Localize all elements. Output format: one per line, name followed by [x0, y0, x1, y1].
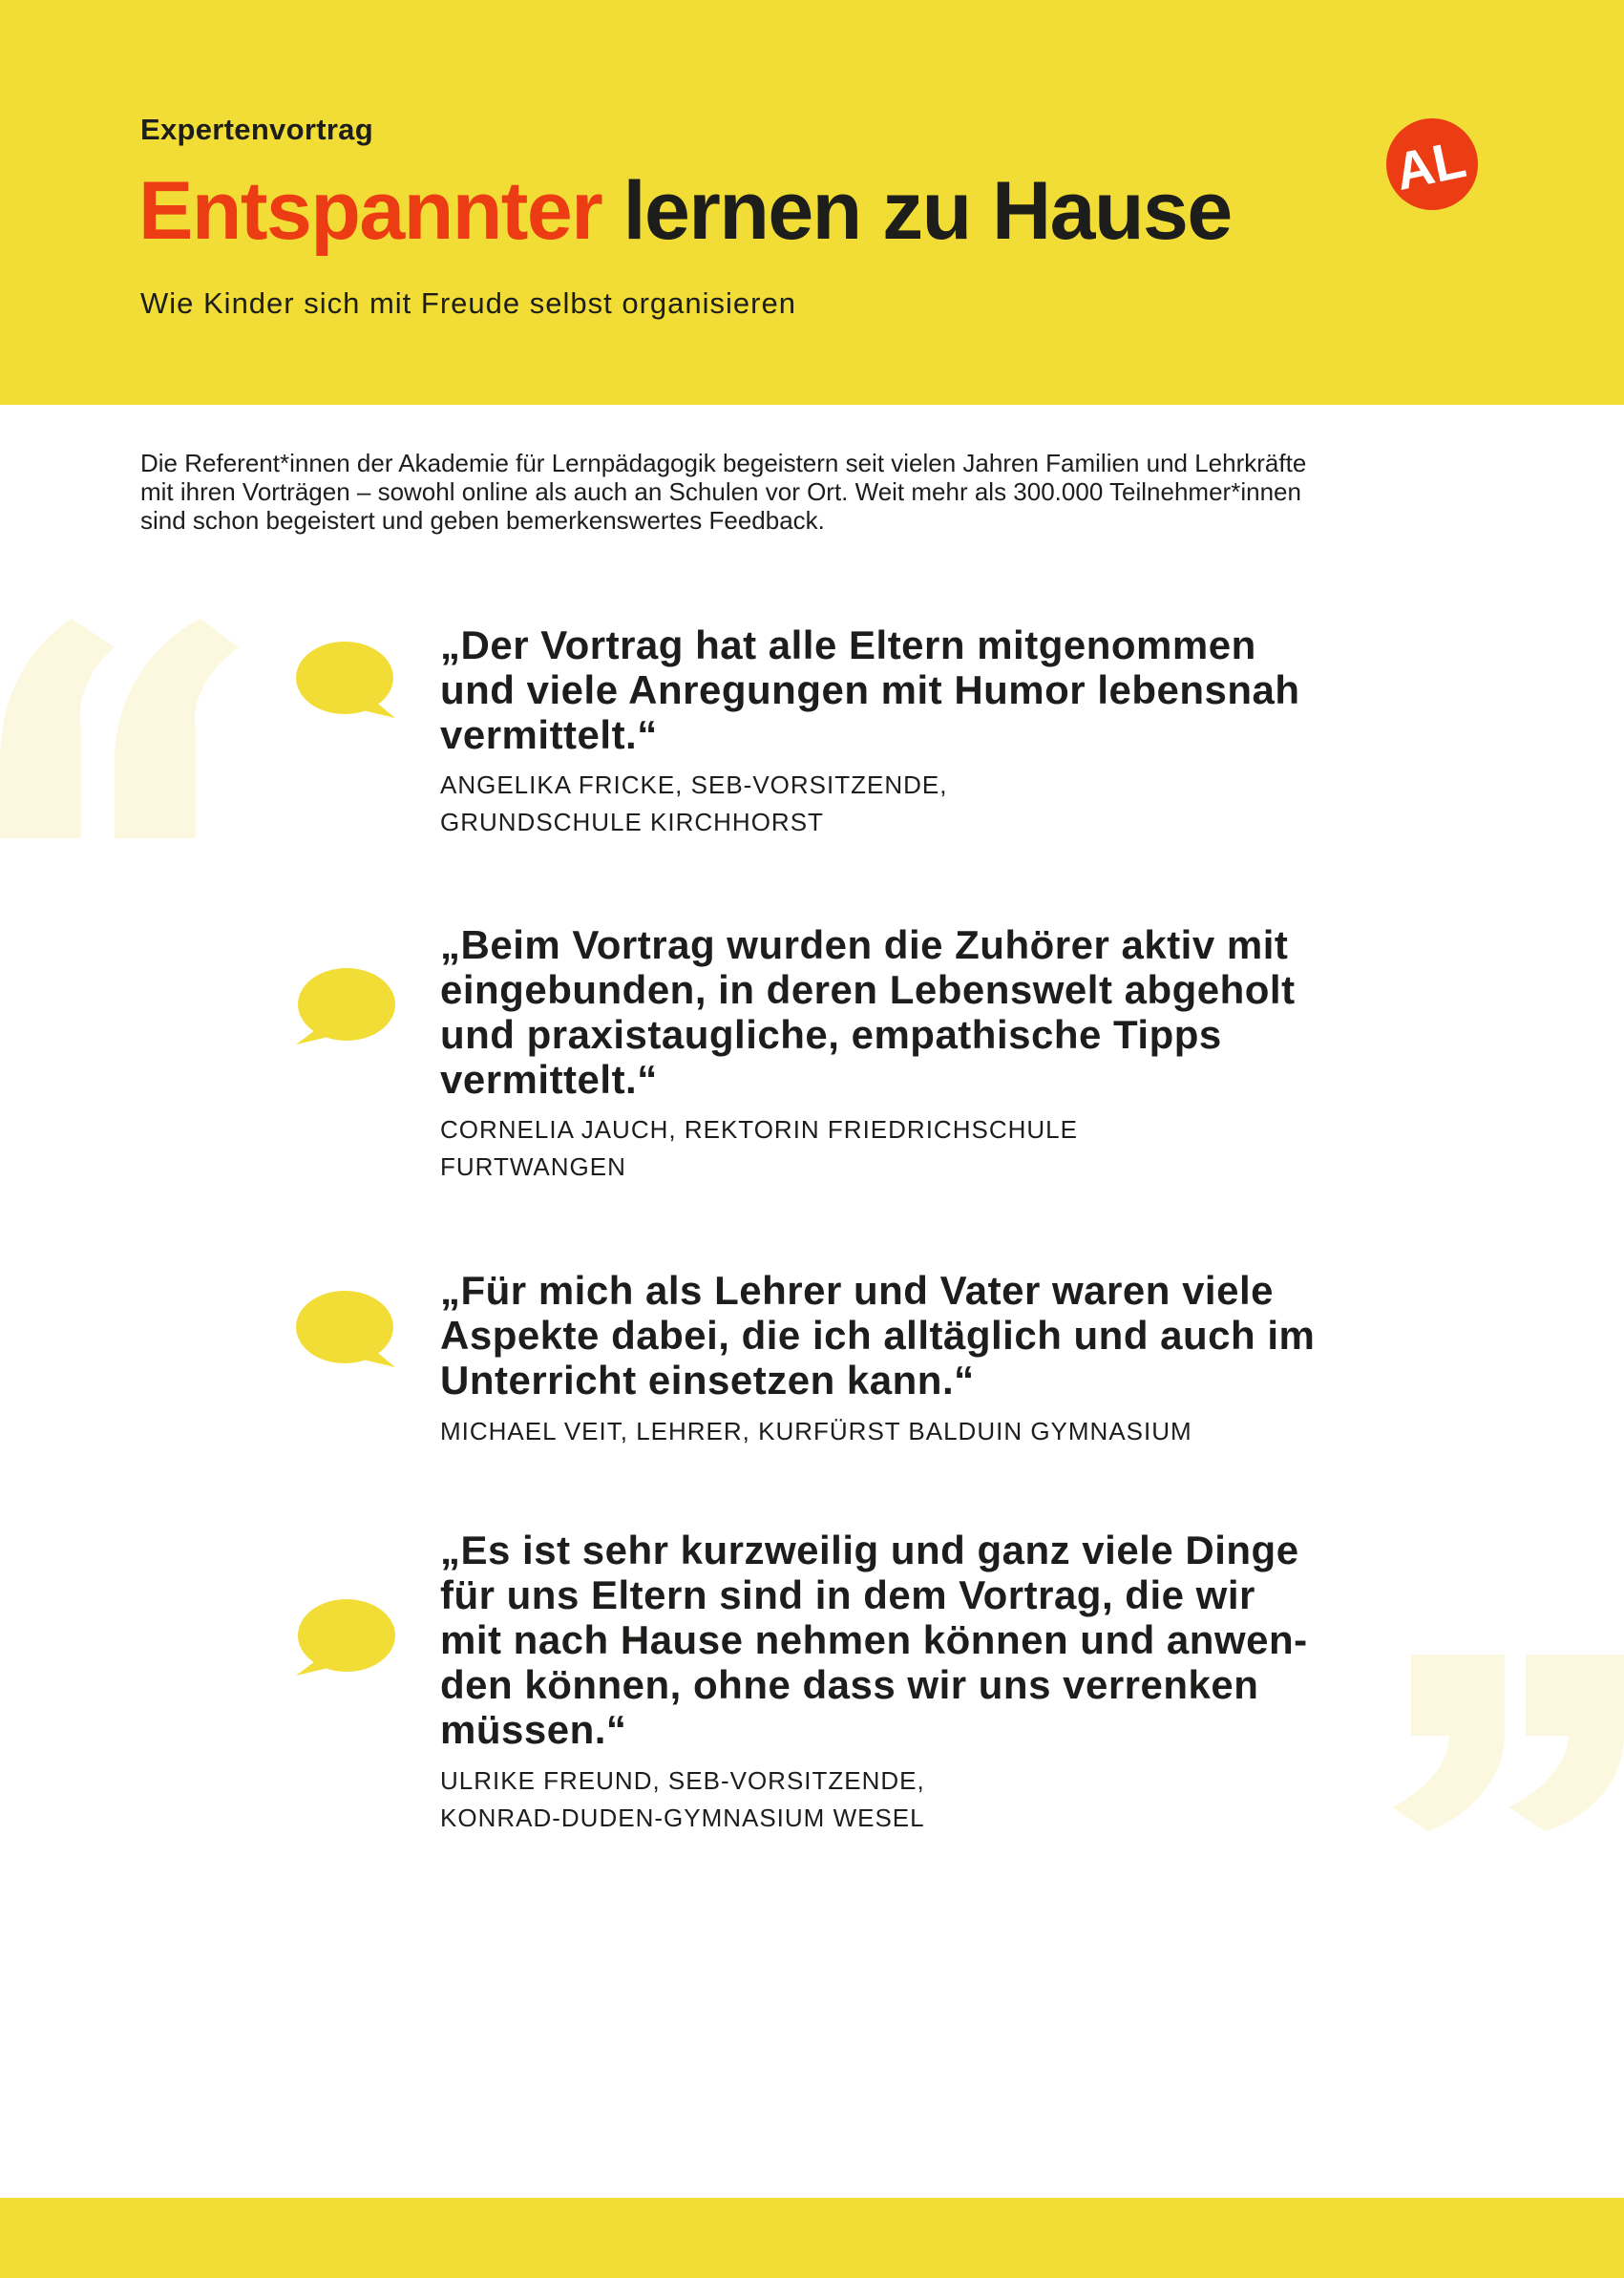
intro-paragraph	[140, 449, 1487, 535]
speech-bubble-icon	[296, 642, 395, 722]
testimonial-attribution	[440, 1762, 1299, 1837]
intro-line: sind schon begeistert und geben bemerkenswertes Feedback.	[140, 506, 825, 535]
intro-line: Die Referent*innen der Akademie für Lernpädagogik begeistern seit vielen Jahren Familien und Lehrkräfte	[140, 449, 1307, 477]
quote-line: „Der Vortrag hat alle Eltern mitgenommen	[440, 622, 1256, 667]
attribution-line: FURTWANGEN	[440, 1152, 626, 1181]
page-title	[138, 158, 1232, 264]
quote-line: vermittelt.“	[440, 1057, 658, 1102]
quote-line: „Es ist sehr kurzweilig und ganz viele Dinge	[440, 1528, 1299, 1572]
attribution-line: KONRAD-DUDEN-GYMNASIUM WESEL	[440, 1803, 925, 1832]
speech-bubble-icon	[296, 1291, 395, 1371]
quote-line: „Für mich als Lehrer und Vater waren viele	[440, 1268, 1274, 1313]
quote-line: für uns Eltern sind in dem Vortrag, die wir	[440, 1572, 1255, 1617]
quote-line: vermittelt.“	[440, 712, 658, 757]
testimonial-quote	[440, 1268, 1404, 1403]
quote-line: und praxistaugliche, empathische Tipps	[440, 1012, 1222, 1057]
quote-line: „Beim Vortrag wurden die Zuhörer aktiv mit	[440, 922, 1289, 967]
testimonial-attribution	[440, 1413, 1299, 1450]
quote-line: den können, ohne dass wir uns verrenken	[440, 1662, 1259, 1707]
quote-line: und viele Anregungen mit Humor lebensnah	[440, 667, 1300, 712]
attribution-line: ANGELIKA FRICKE, SEB-VORSITZENDE,	[440, 770, 948, 799]
eyebrow-label: Expertenvortrag	[140, 113, 373, 146]
closing-quote-mark-icon	[1392, 1655, 1624, 1831]
title-rest: lernen zu Hause	[601, 165, 1232, 257]
testimonial-attribution	[440, 1111, 1299, 1186]
opening-quote-mark-icon	[0, 619, 239, 838]
attribution-line: CORNELIA JAUCH, REKTORIN FRIEDRICHSCHULE	[440, 1115, 1078, 1144]
brand-logo-icon	[1385, 117, 1479, 211]
page-subtitle: Wie Kinder sich mit Freude selbst organisieren	[140, 286, 796, 320]
testimonial-quote	[440, 622, 1404, 757]
quote-line: mit nach Hause nehmen können und anwen-	[440, 1617, 1308, 1662]
title-accent: Entspannter	[138, 165, 602, 257]
quote-line: eingebunden, in deren Lebenswelt abgeholt	[440, 967, 1296, 1012]
speech-bubble-icon	[296, 968, 395, 1048]
intro-line: mit ihren Vorträgen – sowohl online als auch an Schulen vor Ort. Weit mehr als 300.000 Teilnehmer*innen	[140, 477, 1301, 506]
attribution-line: GRUNDSCHULE KIRCHHORST	[440, 808, 824, 836]
quote-line: Unterricht einsetzen kann.“	[440, 1358, 975, 1403]
quote-line: Aspekte dabei, die ich alltäglich und auch im	[440, 1313, 1316, 1358]
quote-line: müssen.“	[440, 1707, 627, 1752]
testimonial-attribution	[440, 767, 1299, 841]
logo-letters: AL	[1389, 129, 1471, 201]
footer-band	[0, 2198, 1624, 2278]
attribution-line: ULRIKE FREUND, SEB-VORSITZENDE,	[440, 1766, 925, 1795]
testimonial-quote	[440, 922, 1404, 1102]
attribution-line: MICHAEL VEIT, LEHRER, KURFÜRST BALDUIN GYMNASIUM	[440, 1417, 1192, 1445]
testimonial-quote	[440, 1528, 1404, 1752]
speech-bubble-icon	[296, 1599, 395, 1679]
header-band	[0, 0, 1624, 405]
